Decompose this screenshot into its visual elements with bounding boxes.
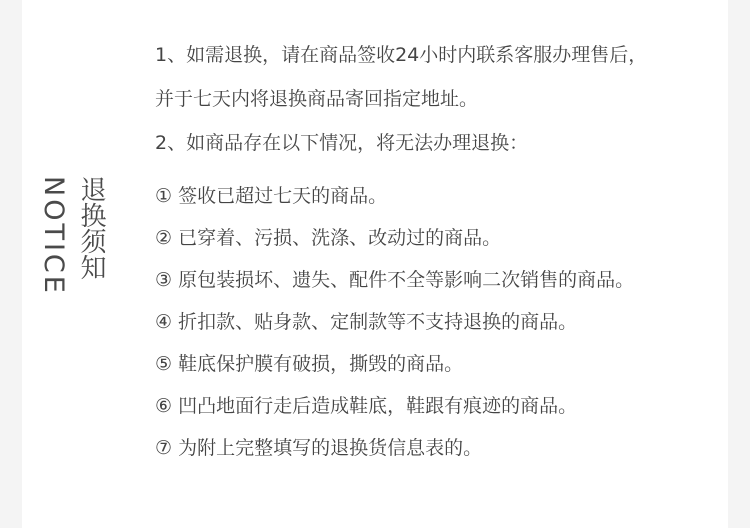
list-item: ② 已穿着、污损、洗涤、改动过的商品。 (155, 227, 502, 249)
left-margin-band (0, 0, 22, 528)
list-item: ⑤ 鞋底保护膜有破损，撕毁的商品。 (155, 353, 464, 375)
right-margin-band (728, 0, 750, 528)
notice-english-title: NOTICE (38, 176, 69, 296)
list-item: ④ 折扣款、贴身款、定制款等不支持退换的商品。 (155, 311, 578, 333)
intro-line-1: 1、如需退换，请在商品签收24小时内联系客服办理售后， (155, 44, 648, 66)
intro-line-2: 并于七天内将退换商品寄回指定地址。 (155, 88, 479, 110)
list-item: ③ 原包装损坏、遗失、配件不全等影响二次销售的商品。 (155, 269, 635, 291)
list-item: ⑦ 为附上完整填写的退换货信息表的。 (155, 437, 483, 459)
list-item: ① 签收已超过七天的商品。 (155, 185, 388, 207)
intro-line-3: 2、如商品存在以下情况，将无法办理退换： (155, 132, 529, 154)
notice-chinese-title: 退换须知 (76, 176, 106, 280)
list-item: ⑥ 凹凸地面行走后造成鞋底，鞋跟有痕迹的商品。 (155, 395, 578, 417)
